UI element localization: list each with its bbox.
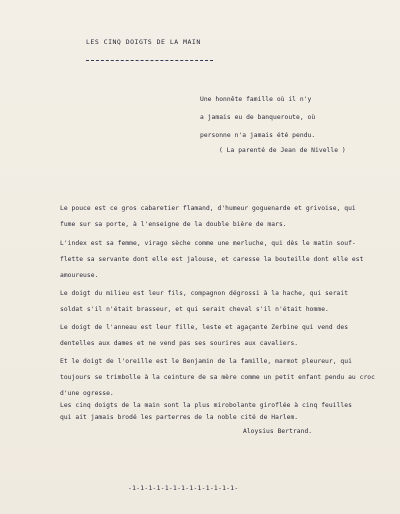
epigraph-attribution: ( La parenté de Jean de Nivelle ) xyxy=(219,147,346,154)
paragraph-line: flette sa servante dont elle est jalouse, et caresse la bouteille dont elle est xyxy=(60,256,364,263)
paragraph-line: Le doigt du milieu est leur fils, compagnon dégrossi à la hache, qui serait xyxy=(60,290,349,297)
paragraph-line: amoureuse. xyxy=(60,272,99,279)
paragraph-line: Le pouce est ce gros cabaretier flamand, d'humeur goguenarde et grivoise, qui xyxy=(60,205,356,212)
paragraph-line: L'index est sa femme, virago sèche comme une merluche, qui dès le matin souf- xyxy=(60,240,356,247)
epigraph-line: Une honnête famille où il n'y xyxy=(200,96,312,103)
title-underline xyxy=(86,60,213,61)
end-ornament: -1-1-1-1-1-1-1-1-1-1-1-1-1- xyxy=(128,485,239,492)
paragraph-line: soldat s'il n'était brasseur, et qui serait cheval s'il n'était homme. xyxy=(60,306,329,313)
paragraph-line: fume sur sa porte, à l'enseigne de la double bière de mars. xyxy=(60,221,287,228)
author-signature: Aloysius Bertrand. xyxy=(243,428,313,435)
epigraph-line: personne n'a jamais été pendu. xyxy=(200,132,316,139)
paragraph-line: Le doigt de l'anneau est leur fille, leste et agaçante Zerbine qui vend des xyxy=(60,324,349,331)
paragraph-line: d'une ogresse. xyxy=(60,390,114,397)
paragraph-line: Les cinq doigts de la main sont la plus mirobolante giroflée à cinq feuilles xyxy=(60,402,352,409)
epigraph-line: a jamais eu de banqueroute, où xyxy=(200,114,316,121)
paragraph-line: dentelles aux dames et ne vend pas ses sourires aux cavaliers. xyxy=(60,340,299,347)
paragraph-line: Et le doigt de l'oreille est le Benjamin de la famille, marmot pleureur, qui xyxy=(60,358,352,365)
paragraph-line: toujours se trimbolle à la ceinture de sa mère comme un petit enfant pendu au croc xyxy=(60,374,375,381)
document-title: LES CINQ DOIGTS DE LA MAIN xyxy=(86,38,201,46)
paragraph-line: qui ait jamais brodé les parterres de la noble cité de Harlem. xyxy=(60,414,299,421)
